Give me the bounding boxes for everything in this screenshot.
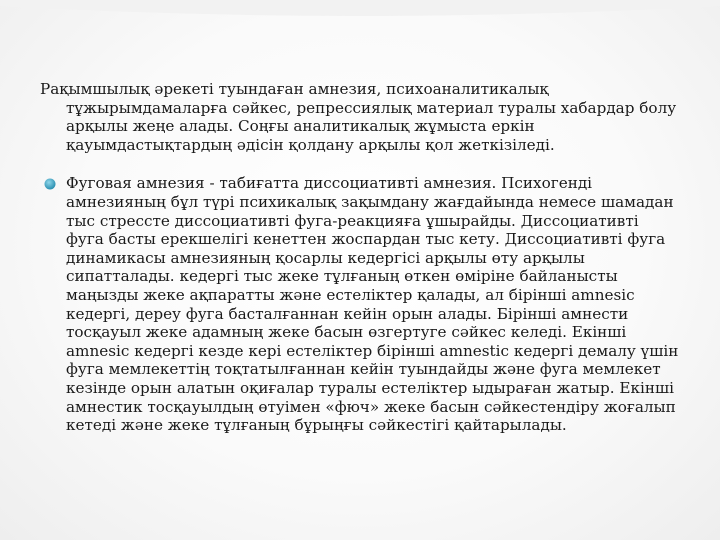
paragraph-fugue-text: Фуговая амнезия - табиғатта диссоциативті амнезия. Психогенді амнезияның бұл түрі психикалық зақымдану жағдайында немесе шамадан тыс стрессте диссоциативті фуга-реакцияға ұшырайды. Диссоциативті фуга басты ерекшелігі кенеттен жоспардан тыс кету. Диссоциативті фуга динамикасы амнезияның қосарлы кедергісі арқылы өту арқылы сипатталады. кедергі тыс жеке тұлғаның өткен өміріне байланысты маңызды жеке ақпаратты және естеліктер қалады, ал біріншi amnesic кедергі, дереу фуга басталғаннан кейін орын алады. Бірінші амнести тосқауыл жеке адамның жеке басын өзгертуге сәйкес келеді. Екінші amnesic кедергі кезде кері естеліктер бірінші amnestic кедергі демалу үшін фуга мемлекеттің тоқтатылғаннан кейін туындайды және фуга мемлекет кезінде орын алатын оқиғалар туралы естеліктер ыдыраған жатыр. Екінші амнестик тосқауылдың өтуімен «фюч» жеке басын сәйкестендіру жоғалып кетеді және жеке тұлғаның бұрыңғы сәйкестігі қайтарылады. (66, 174, 679, 435)
text-content (40, 80, 680, 435)
bullet-paragraph-fugue (40, 174, 680, 434)
paragraph-amnesia-intro: Рақымшылық әрекеті туындаған амнезия, психоаналитикалық тұжырымдамаларға сәйкес, репрессиялық материал туралы хабардар болу арқылы жеңе алады. Соңғы аналитикалық жұмыста еркін қауымдастықтардың әдісін қолдану арқылы қол жеткізіледі. (40, 80, 677, 154)
top-decoration (0, 0, 720, 40)
circle-bullet-icon (44, 178, 56, 190)
